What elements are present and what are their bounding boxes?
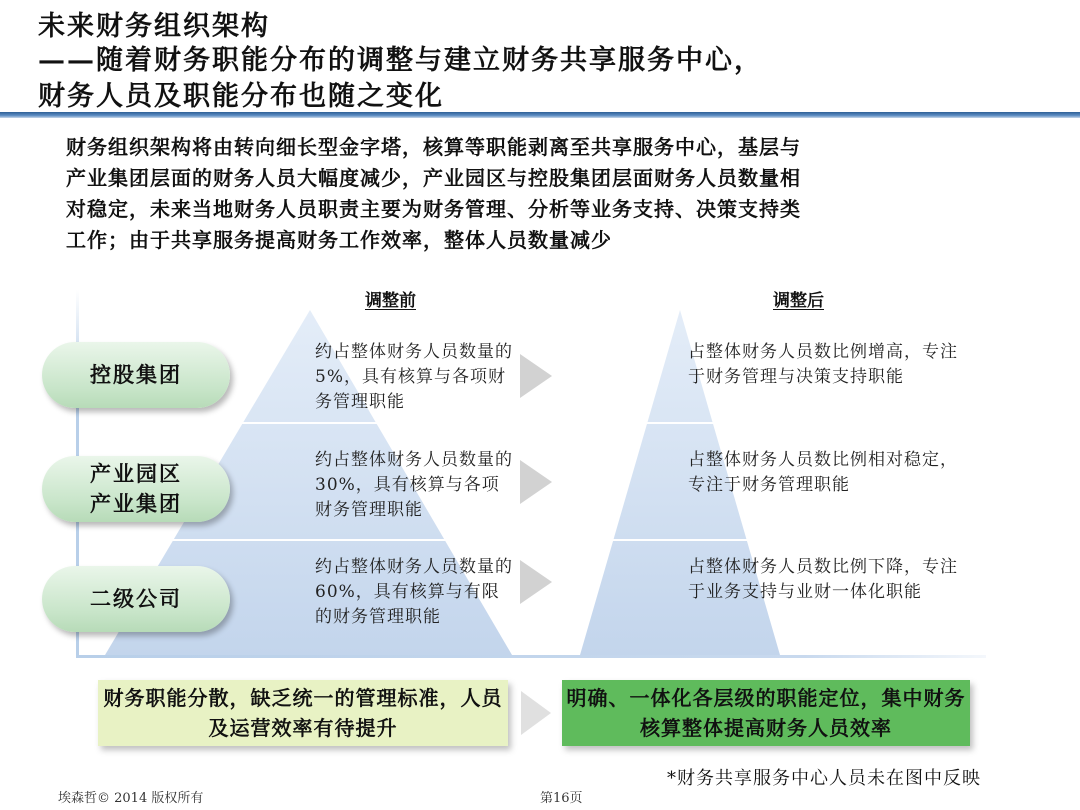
level-3-after-desc: 占整体财务人员数比例下降，专注于业务支持与业财一体化职能 bbox=[688, 557, 958, 602]
current-state-summary: 财务职能分散，缺乏统一的管理标准，人员及运营效率有待提升 bbox=[98, 680, 508, 746]
page-number: 第16页 bbox=[540, 791, 583, 806]
level-1-after-desc: 占整体财务人员数比例增高，专注于财务管理与决策支持职能 bbox=[688, 342, 958, 387]
footnote: *财务共享服务中心人员未在图中反映 bbox=[667, 768, 981, 789]
page-subtitle-line-2: 财务人员及职能分布也随之变化 bbox=[38, 81, 444, 112]
intro-line: 工作；由于共享服务提高财务工作效率，整体人员数量减少 bbox=[66, 228, 612, 252]
intro-line: 对稳定，未来当地财务人员职责主要为财务管理、分析等业务支持、决策支持类 bbox=[66, 197, 801, 221]
level-2-after-desc: 占整体财务人员数比例相对稳定，专注于财务管理职能 bbox=[688, 450, 958, 495]
column-header-before: 调整前 bbox=[365, 291, 416, 311]
level-2-before-desc: 约占整体财务人员数量的30%，具有核算与各项财务管理职能 bbox=[315, 450, 513, 520]
level-3-before-desc: 约占整体财务人员数量的60%，具有核算与有限的财务管理职能 bbox=[315, 557, 513, 627]
chevron-right-icon bbox=[520, 460, 552, 504]
chevron-right-icon bbox=[521, 691, 551, 735]
level-label-text: 二级公司 bbox=[90, 586, 182, 611]
level-1-before-desc: 约占整体财务人员数量的5%，具有核算与各项财务管理职能 bbox=[315, 342, 513, 412]
column-header-after: 调整后 bbox=[773, 291, 824, 311]
chevron-right-icon bbox=[520, 560, 552, 604]
level-label-holding-group bbox=[42, 342, 230, 408]
page-subtitle-line-1: ——随着财务职能分布的调整与建立财务共享服务中心， bbox=[38, 45, 763, 76]
page-title: 未来财务组织架构 bbox=[38, 11, 270, 42]
intro-line: 产业集团层面的财务人员大幅度减少，产业园区与控股集团层面财务人员数量相 bbox=[66, 166, 801, 190]
level-label-text: 控股集团 bbox=[90, 362, 182, 387]
level-label-text: 产业集团 bbox=[90, 491, 182, 516]
future-state-summary: 明确、一体化各层级的职能定位，集中财务核算整体提高财务人员效率 bbox=[562, 680, 970, 746]
intro-line: 财务组织架构将由转向细长型金字塔，核算等职能剥离至共享服务中心，基层与 bbox=[66, 135, 801, 159]
copyright: 埃森哲© 2014 版权所有 bbox=[58, 791, 204, 806]
chevron-right-icon bbox=[520, 354, 552, 398]
level-label-text: 产业园区 bbox=[90, 461, 182, 486]
level-label-subsidiary bbox=[42, 566, 230, 632]
level-label-industry bbox=[42, 456, 230, 522]
